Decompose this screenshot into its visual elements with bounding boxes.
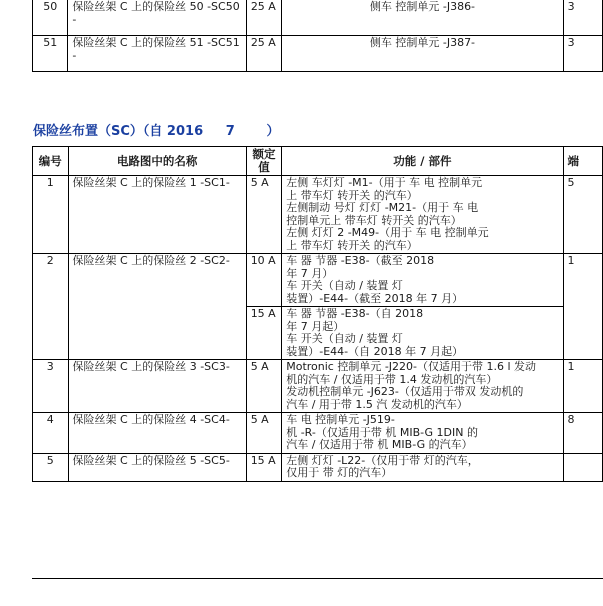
fuse-number: 50 xyxy=(33,0,68,36)
fuse-name: 保险丝架 C 上的保险丝 4 -SC4- xyxy=(68,413,246,454)
fuse-number: 1 xyxy=(33,176,69,254)
function-cell xyxy=(282,453,563,481)
fuse-name: 保险丝架 C 上的保险丝 51 -SC51- xyxy=(68,36,246,72)
header-circuit-name: 电路图中的名称 xyxy=(68,147,246,176)
fuse-layout-table-body xyxy=(33,176,603,482)
fuse-rating: 5 A xyxy=(246,413,282,454)
function-line: 车 开关（自动 / 装置 灯 xyxy=(286,332,403,345)
function-line: 控制单元上 带车灯 转开关 的汽车） xyxy=(286,213,462,227)
function-line: 装置）-E44-（截至 2018 年 7 月） xyxy=(286,291,464,305)
function-line: 左侧 灯灯 2 -M49-（用于 车 电 控制单元 xyxy=(286,226,489,239)
fuse-number: 51 xyxy=(33,36,68,72)
fuse-number: 4 xyxy=(33,413,69,454)
function-cell: 侧车 控制单元 -J386- xyxy=(282,0,563,36)
header-function-component: 功能 / 部件 xyxy=(282,147,563,176)
function-line: 机 -R-（仅适用于带 机 MIB-G 1DIN 的 xyxy=(286,425,478,439)
function-line: 上 带车灯 转开关 的汽车） xyxy=(286,188,418,202)
table-row xyxy=(33,176,603,254)
function-line: 左侧 灯灯 -L22-（仅用于带 灯的汽车， xyxy=(286,453,479,467)
function-line: 车 开关（自动 / 装置 灯 xyxy=(286,279,403,292)
terminal-cell xyxy=(563,453,602,481)
page-cut-line xyxy=(32,578,603,579)
table-row xyxy=(33,453,603,481)
function-cell xyxy=(282,254,563,307)
fuse-number: 3 xyxy=(33,360,69,413)
terminal-cell: 3 xyxy=(563,0,602,36)
fuse-rating: 10 A xyxy=(246,254,282,307)
fuse-rating: 25 A xyxy=(246,36,281,72)
table-header-row xyxy=(33,147,603,176)
function-line: 仅用于 带 灯的汽车） xyxy=(286,466,393,479)
fuse-name: 保险丝架 C 上的保险丝 2 -SC2- xyxy=(68,254,246,360)
function-line: 装置）-E44-（自 2018 年 7 月起） xyxy=(286,344,464,358)
fuse-rating: 5 A xyxy=(246,360,282,413)
header-number: 编号 xyxy=(33,147,69,176)
function-line: Motronic 控制单元 -J220-（仅适用于带 1.6 l 发动 xyxy=(286,360,537,373)
function-line: 车 电 控制单元 -J519- xyxy=(286,413,395,426)
terminal-cell: 1 xyxy=(563,254,602,360)
terminal-cell: 5 xyxy=(563,176,602,254)
function-line: 年 7 月起） xyxy=(286,319,345,333)
table-row xyxy=(33,36,603,72)
function-line: 上 带车灯 转开关 的汽车） xyxy=(286,238,418,252)
terminal-cell: 3 xyxy=(563,36,602,72)
fuse-name: 保险丝架 C 上的保险丝 3 -SC3- xyxy=(68,360,246,413)
function-line: 左侧 车灯灯 -M1-（用于 车 电 控制单元 xyxy=(286,176,483,189)
function-cell xyxy=(282,176,563,254)
fuse-name: 保险丝架 C 上的保险丝 1 -SC1- xyxy=(68,176,246,254)
fuse-name: 保险丝架 C 上的保险丝 50 -SC50- xyxy=(68,0,246,36)
function-line: 汽车 / 用于带 1.5 汽 发动机的汽车） xyxy=(286,397,468,411)
function-cell: 侧车 控制单元 -J387- xyxy=(282,36,563,72)
previous-fuse-table-body xyxy=(33,0,603,72)
fuse-rating: 5 A xyxy=(246,176,282,254)
header-terminal: 端 xyxy=(563,147,602,176)
table-row xyxy=(33,254,603,307)
fuse-number: 2 xyxy=(33,254,69,360)
function-cell xyxy=(282,360,563,413)
section-title: 保险丝布置（SC）（自 2016 7 ） xyxy=(33,124,280,139)
fuse-layout-table xyxy=(32,146,603,482)
fuse-number: 5 xyxy=(33,453,69,481)
terminal-cell: 8 xyxy=(563,413,602,454)
fuse-rating: 15 A xyxy=(246,453,282,481)
header-rated-value: 额定值 xyxy=(246,147,282,176)
function-cell xyxy=(282,307,563,360)
table-row xyxy=(33,413,603,454)
function-line: 车 器 节器 -E38-（截至 2018 xyxy=(286,254,435,267)
function-line: 机的汽车 / 仅适用于带 1.4 发动机的汽车） xyxy=(286,372,498,386)
table-row xyxy=(33,0,603,36)
fuse-name: 保险丝架 C 上的保险丝 5 -SC5- xyxy=(68,453,246,481)
function-line: 左侧制动 号灯 灯灯 -M21-（用于 车 电 xyxy=(286,201,479,214)
function-line: 汽车 / 仅适用于带 机 MIB-G 的汽车） xyxy=(286,438,473,451)
function-line: 发动机控制单元 -J623-（仅适用于带双 发动机的 xyxy=(286,385,524,398)
function-line: 年 7 月） xyxy=(286,266,334,280)
table-row xyxy=(33,360,603,413)
function-cell xyxy=(282,413,563,454)
terminal-cell: 1 xyxy=(563,360,602,413)
fuse-rating: 25 A xyxy=(246,0,281,36)
previous-fuse-table xyxy=(32,0,603,72)
fuse-rating: 15 A xyxy=(246,307,282,360)
function-line: 车 器 节器 -E38-（自 2018 xyxy=(286,307,424,320)
